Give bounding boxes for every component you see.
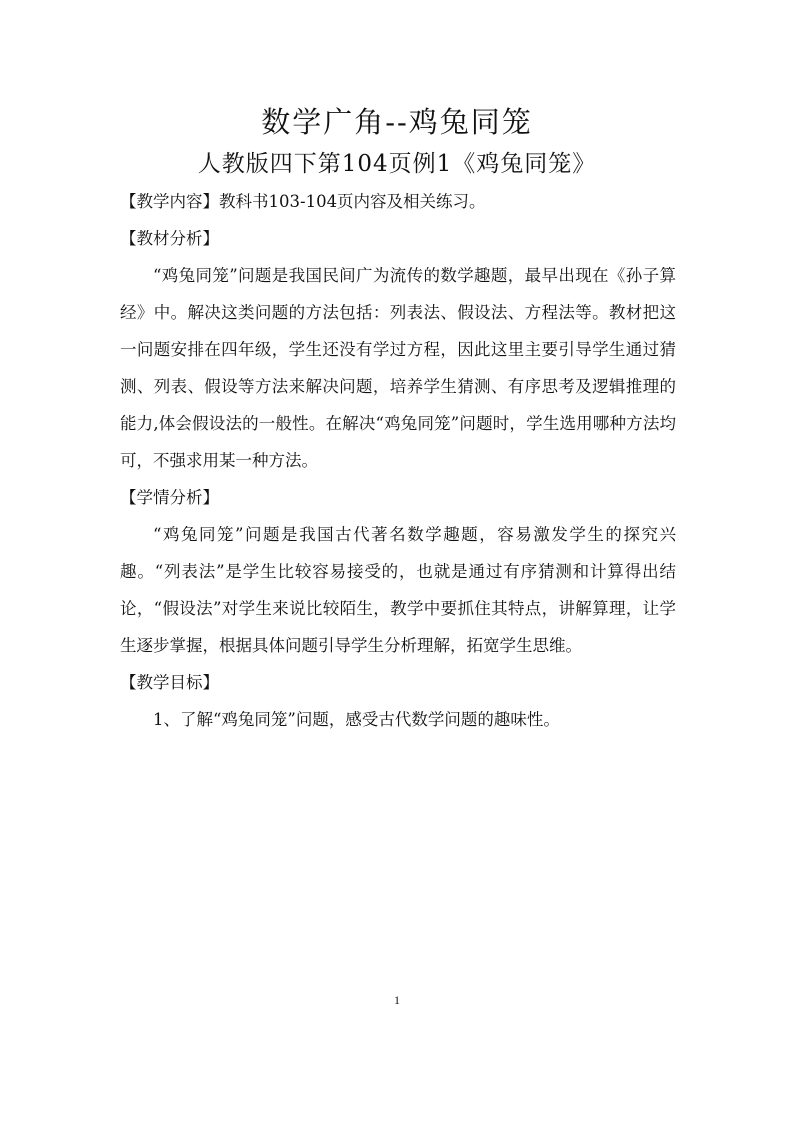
textbook-analysis-paragraph: “鸡兔同笼”问题是我国民间广为流传的数学趣题，最早出现在《孙子算经》中。解决这类问题的方法包括：列表法、假设法、方程法等。教材把这一问题安排在四年级，学生还没有学过方程，因此这里主要引导学生通过猜测、列表、假设等方法来解决问题，培养学生猜测、有序思考及逻辑推理的能力,体会假设法的一般性。在解决“鸡兔同笼”问题时，学生选用哪种方法均可，不强求用某一种方法。: [120, 266, 676, 470]
section-heading-teaching-goals: 【教学目标】: [120, 673, 219, 692]
student-analysis-paragraph: “鸡兔同笼”问题是我国古代著名数学趣题，容易激发学生的探究兴趣。“列表法”是学生比较容易接受的，也就是通过有序猜测和计算得出结论，“假设法”对学生来说比较陌生，教学中要抓住其特点，讲解算理，让学生逐步掌握，根据具体问题引导学生分析理解，拓宽学生思维。: [120, 525, 676, 655]
section-heading-textbook-analysis: 【教材分析】: [120, 229, 219, 248]
page-number: 1: [394, 993, 400, 1007]
document-title: 数学广角--鸡兔同笼: [261, 105, 533, 139]
document-subtitle: 人教版四下第104页例1《鸡兔同笼》: [197, 151, 597, 177]
document-body: [120, 183, 676, 738]
teaching-goal-item: 1、了解“鸡兔同笼”问题，感受古代数学问题的趣味性。: [153, 710, 560, 729]
teaching-content-line: 【教学内容】教科书103-104页内容及相关练习。: [120, 192, 486, 211]
section-heading-student-analysis: 【学情分析】: [120, 488, 219, 507]
